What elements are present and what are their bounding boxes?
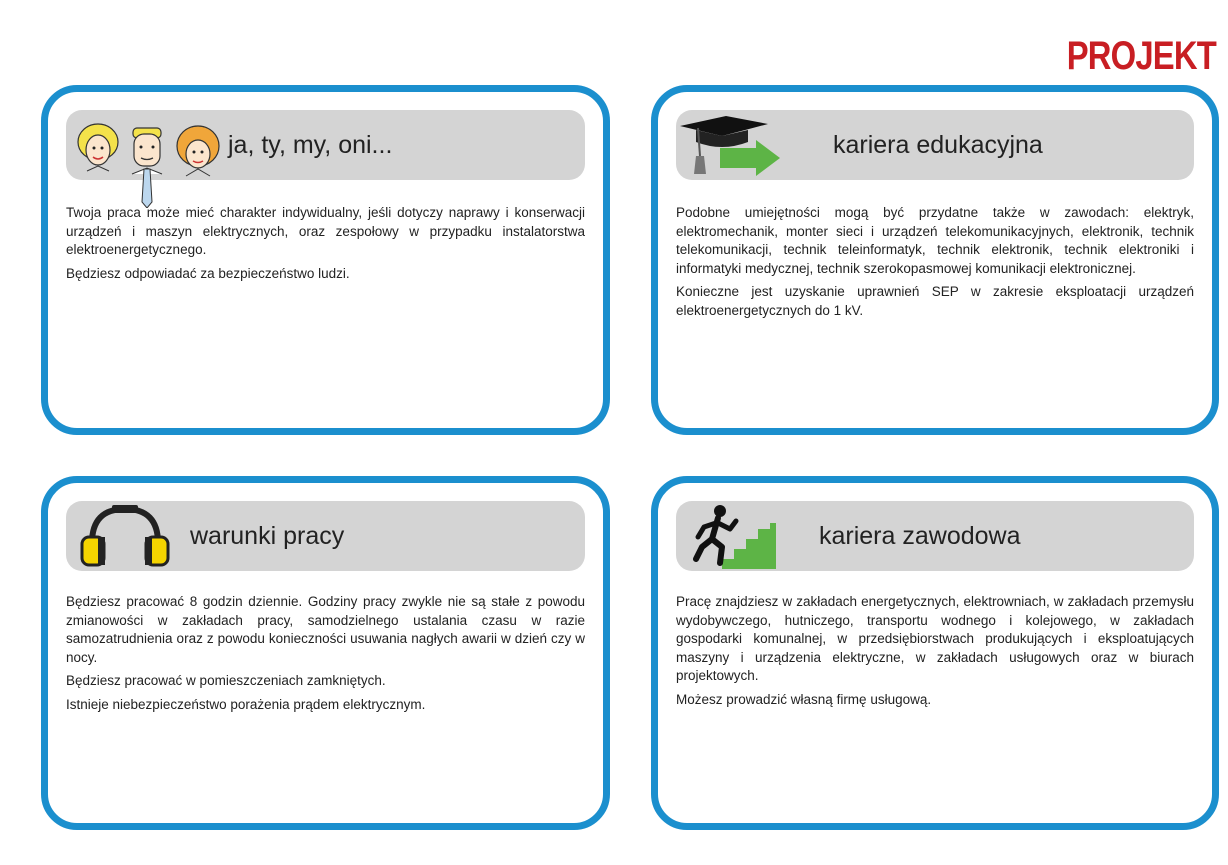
- card-education: [651, 85, 1219, 435]
- career-stairs-icon: [686, 503, 778, 569]
- card-title: ja, ty, my, oni...: [228, 131, 393, 159]
- people-faces-icon: [72, 116, 222, 208]
- paragraph: Będziesz odpowiadać za bezpieczeństwo ludzi.: [66, 265, 350, 281]
- card-people: [41, 85, 610, 435]
- paragraph: Będziesz pracować 8 godzin dziennie. Godziny pracy zwykle nie są stałe z powodu zmianowości w zakładach pracy, samodzielnego ustalania czasu w razie samozatrudnienia oraz z powodu konieczności usuwania nagłych awarii w dzień czy w nocy.: [66, 594, 585, 665]
- paragraph: Istnieje niebezpieczeństwo porażenia prądem elektrycznym.: [66, 696, 426, 712]
- card-title: kariera edukacyjna: [833, 131, 1043, 159]
- card-body: [676, 204, 1194, 325]
- graduation-cap-arrow-icon: [678, 112, 784, 178]
- paragraph: Twoja praca może mieć charakter indywidualny, jeśli dotyczy naprawy i konserwacji urządzeń i maszyn elektrycznych, oraz zespołowy w przypadku instalatorstwa elektroenergetycznego.: [66, 205, 585, 257]
- card-work-conditions: [41, 476, 610, 830]
- ear-muffs-icon: [78, 503, 172, 567]
- paragraph: Podobne umiejętności mogą być przydatne także w zawodach: elektryk, elektromechanik, monter sieci i urządzeń telekomunikacyjnych, elektronik, technik telekomunikacji, technik teleinformatyk, technik elektronik, technik elektroniki i informatyki medycznej, technik szerokopasmowej komunikacji elektronicznej.: [676, 205, 1194, 276]
- card-body: [66, 593, 585, 719]
- card-title: warunki pracy: [190, 522, 345, 550]
- card-title: kariera zawodowa: [819, 522, 1021, 550]
- paragraph: Możesz prowadzić własną firmę usługową.: [676, 691, 932, 707]
- card-header: [676, 110, 1194, 180]
- paragraph: Będziesz pracować w pomieszczeniach zamkniętych.: [66, 673, 386, 688]
- card-body: [676, 593, 1194, 714]
- card-body: [66, 204, 585, 288]
- card-career: [651, 476, 1219, 830]
- paragraph: Konieczne jest uzyskanie uprawnień SEP w zakresie eksploatacji urządzeń elektroenergetycznych do 1 kV.: [676, 284, 1194, 318]
- brand-label: PROJEKT: [1066, 34, 1216, 78]
- paragraph: Pracę znajdziesz w zakładach energetycznych, elektrowniach, w zakładach przemysłu wydobywczego, hutniczego, transportu wodnego i kolejowego, w zakładach gospodarki komunalnej, w przedsiębiorstwach produkujących i eksploatujących maszyny i urządzenia elektryczne, w zakładach usługowych oraz w biurach projektowych.: [676, 594, 1194, 683]
- card-header: [66, 110, 585, 180]
- card-header: [676, 501, 1194, 571]
- card-header: [66, 501, 585, 571]
